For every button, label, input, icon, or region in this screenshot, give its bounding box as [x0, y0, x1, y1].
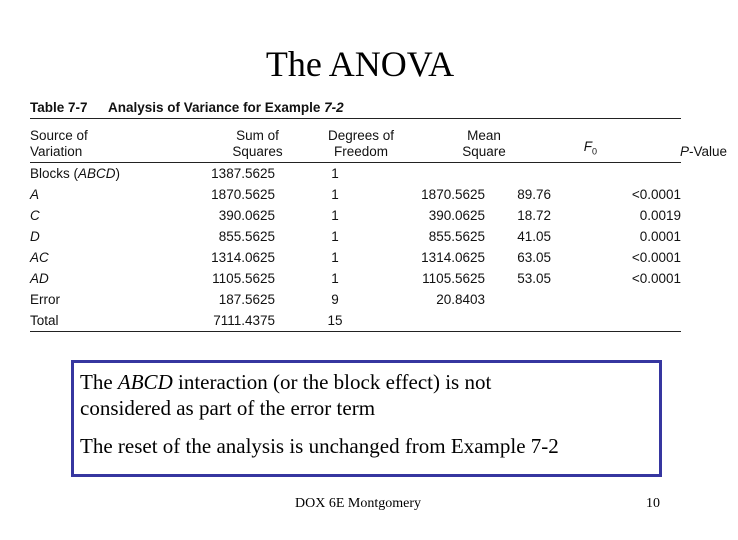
- header-ms-line2: Square: [462, 144, 506, 159]
- cell-source: [30, 205, 180, 226]
- cell-p-value: <0.0001: [631, 187, 681, 202]
- cell-source-italic: D: [30, 229, 40, 244]
- cell-p-value: [551, 163, 692, 184]
- cell-source: [30, 226, 180, 247]
- cell-degrees-of-freedom: 9: [331, 292, 339, 307]
- cell-mean-square: 390.0625: [428, 208, 485, 223]
- cell-sum-of-squares: 1314.0625: [211, 250, 275, 265]
- anova-table: [30, 119, 738, 162]
- cell-mean-square: 855.5625: [428, 229, 485, 244]
- cell-degrees-of-freedom: 1: [331, 187, 339, 202]
- cell-sum-of-squares: 1105.5625: [212, 271, 275, 286]
- cell-mean-square: 1105.5625: [422, 271, 485, 286]
- table-caption-ref: 7-2: [324, 100, 344, 115]
- anova-table-block: [30, 98, 727, 332]
- cell-p-value: [551, 310, 692, 331]
- cell-f0: [485, 289, 551, 310]
- anova-table-body: [30, 163, 692, 331]
- header-ms-line1: Mean: [467, 128, 501, 143]
- cell-source-text: Error: [30, 292, 60, 307]
- cell-f0: 89.76: [517, 187, 551, 202]
- cell-source-after: ): [115, 166, 121, 181]
- cell-f0: 41.05: [517, 229, 551, 244]
- cell-source: [30, 247, 180, 268]
- table-row: [30, 184, 692, 205]
- table-row: [30, 310, 692, 331]
- cell-degrees-of-freedom: 15: [327, 313, 343, 328]
- cell-p-value: 0.0019: [639, 208, 681, 223]
- cell-source: [30, 310, 180, 331]
- table-row: [30, 268, 692, 289]
- cell-degrees-of-freedom: 1: [331, 250, 339, 265]
- header-p-suffix: -Value: [688, 144, 727, 159]
- cell-mean-square: 1314.0625: [421, 250, 485, 265]
- header-f-subscript: 0: [591, 147, 597, 157]
- cell-p-value: <0.0001: [631, 250, 681, 265]
- cell-source-text: Total: [30, 313, 59, 328]
- note-line-1: [80, 369, 659, 395]
- header-mean-square: [417, 119, 531, 162]
- cell-source-italic: A: [30, 187, 40, 202]
- table-caption: [30, 98, 681, 118]
- table-caption-label: Table 7-7: [30, 100, 88, 115]
- cell-mean-square: [391, 310, 485, 331]
- note-line-1-pre: The: [80, 370, 118, 394]
- cell-degrees-of-freedom: 1: [331, 166, 339, 181]
- cell-sum-of-squares: 855.5625: [218, 229, 275, 244]
- table-bottom-rule: [30, 331, 681, 332]
- cell-mean-square: [391, 163, 485, 184]
- cell-source-italic: AD: [30, 271, 49, 286]
- header-degrees-of-freedom: [305, 119, 417, 162]
- header-p-letter: P: [679, 144, 689, 159]
- header-p-value: [597, 119, 738, 162]
- cell-sum-of-squares: 1387.5625: [211, 166, 275, 181]
- cell-f0: 53.05: [517, 271, 551, 286]
- note-box: [71, 360, 662, 477]
- header-source-line2: Variation: [30, 144, 83, 159]
- slide-footer: DOX 6E Montgomery: [295, 496, 421, 511]
- note-line-1-post: interaction (or the block effect) is not: [172, 370, 492, 394]
- cell-f0: [485, 310, 551, 331]
- table-header-row: [30, 119, 738, 162]
- header-sum-of-squares: [180, 119, 305, 162]
- cell-sum-of-squares: 187.5625: [218, 292, 275, 307]
- cell-f0: [485, 163, 551, 184]
- cell-sum-of-squares: 390.0625: [218, 208, 275, 223]
- note-line-3: The reset of the analysis is unchanged from Example 7-2: [80, 434, 559, 458]
- cell-source: [30, 184, 180, 205]
- cell-source-italic: AC: [30, 250, 49, 265]
- page-number: 10: [646, 496, 660, 511]
- note-line-2: considered as part of the error term: [80, 396, 376, 420]
- header-df-line2: Freedom: [333, 144, 389, 159]
- header-f-letter: F: [583, 139, 592, 155]
- header-ss-line2: Squares: [232, 144, 283, 159]
- cell-p-value: [551, 289, 692, 310]
- cell-source: [30, 163, 180, 184]
- cell-sum-of-squares: 7111.4375: [213, 313, 275, 328]
- header-source-line1: Source of: [30, 128, 88, 143]
- table-row: [30, 226, 692, 247]
- cell-f0: 63.05: [517, 250, 551, 265]
- header-ss-line1: Sum of: [236, 128, 279, 143]
- header-df-line1: Degrees of: [327, 128, 395, 143]
- table-row: [30, 289, 692, 310]
- cell-degrees-of-freedom: 1: [331, 208, 339, 223]
- cell-sum-of-squares: 1870.5625: [211, 187, 275, 202]
- table-row: [30, 205, 692, 226]
- cell-mean-square: 1870.5625: [421, 187, 485, 202]
- cell-source: [30, 289, 180, 310]
- cell-degrees-of-freedom: 1: [331, 229, 339, 244]
- cell-p-value: 0.0001: [639, 229, 681, 244]
- cell-source-italic: C: [30, 208, 40, 223]
- cell-source-text: Blocks (: [30, 166, 79, 181]
- header-f0: [531, 119, 597, 162]
- cell-f0: 18.72: [517, 208, 551, 223]
- cell-source: [30, 268, 180, 289]
- table-row: [30, 247, 692, 268]
- cell-source-italic: ABCD: [78, 166, 116, 181]
- header-source: [30, 119, 180, 162]
- cell-p-value: <0.0001: [631, 271, 681, 286]
- table-row: [30, 163, 692, 184]
- table-caption-title: Analysis of Variance for Example: [108, 100, 325, 115]
- cell-degrees-of-freedom: 1: [331, 271, 339, 286]
- cell-mean-square: 20.8403: [436, 292, 485, 307]
- slide-title: The ANOVA: [265, 44, 455, 84]
- note-line-1-italic: ABCD: [117, 370, 173, 394]
